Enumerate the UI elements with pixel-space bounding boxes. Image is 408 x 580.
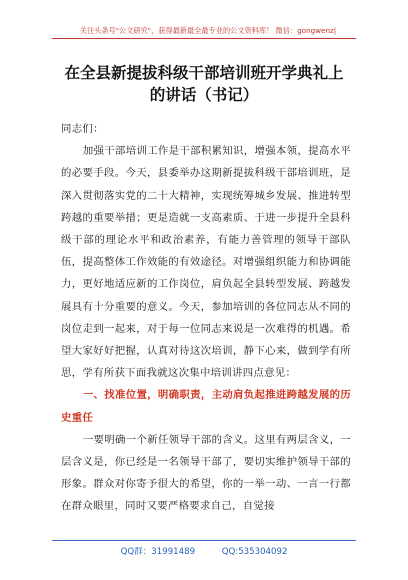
document-title [58,62,350,106]
paragraph-2: 一要明确一个新任领导干部的含义。这里有两层含义，一层含义是，你已经是一名领导干部了，要切实维护领导干部的形象。群众对你寄予很大的希望，你的一举一动、一言一行都在群众眼里，同时又要严格要求自己，自觉接 [61,433,351,513]
title-line-2: 的讲话（书记） [149,86,259,104]
footer-qq: QQ:535304092 [221,547,288,557]
header-divider [52,38,356,39]
section-heading-1: 一、找准位置，明确职责，主动肩负起推进跨越发展的历史重任 [61,389,351,424]
title-line-1: 在全县新提拔科级干部培训班开学典礼上 [64,64,344,82]
header-banner: 关注头条号"公文研究"，获得最新最全最专业的公文资料库！ 微信：gongwenz| [79,26,337,35]
salutation: 同志们： [61,123,104,135]
footer [52,546,356,558]
footer-divider [52,540,356,541]
footer-qq-group: QQ群：31991489 [120,547,196,557]
document-body [61,118,351,518]
paragraph-1: 加强干部培训工作是干部积累知识，增强本领，提高水平的必要手段。今天，县委举办这期新提拔科级干部培训班，是深入贯彻落实党的二十大精神，实现统筹城乡发展、推进转型跨越的重要举措；更是造就一支高素质、于进一步提升全县科级干部的理论水平和政治素养，有能力善管理的领导干部队伍，提高整体工作效能的有效途径。对增强组织能力和协调能力，更好地适应新的工作岗位，肩负起全县转型发展、跨越发展具有十分重要的意义。今天，参加培训的各位同志从不同的岗位走到一起来，对于每一位同志来说是一次难得的机遇。希望大家好好把握，认真对待这次培训，静下心来，做到学有所思，学有所获下面我就这次集中培训讲四点意见： [61,145,351,380]
